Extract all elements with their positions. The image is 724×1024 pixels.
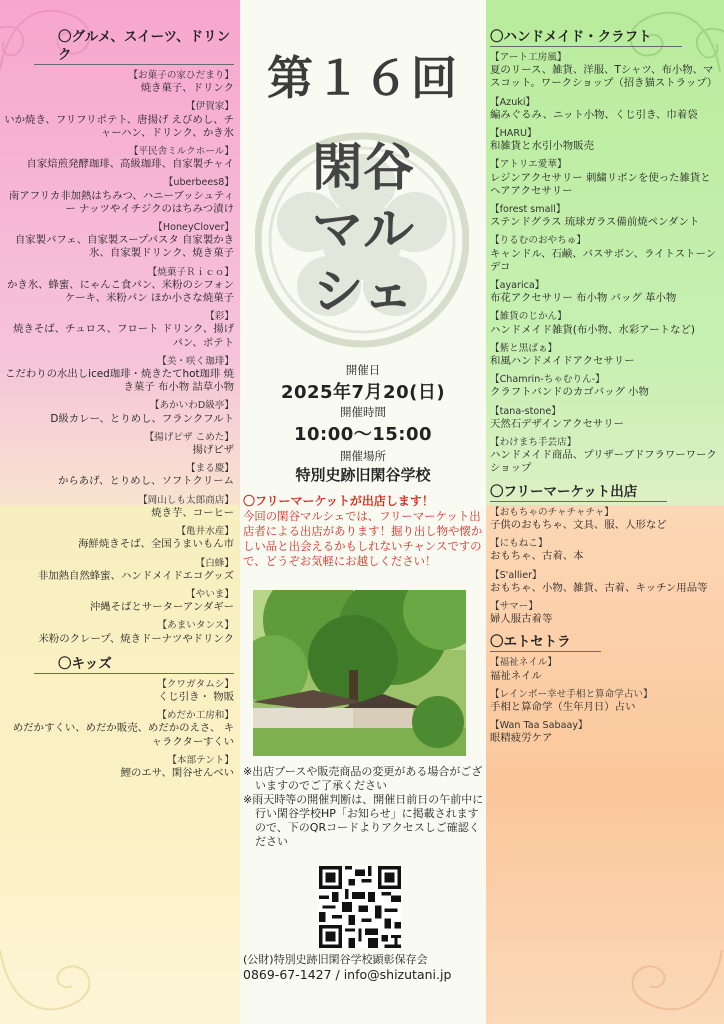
kids-list	[4, 678, 234, 780]
corner-swirl-ornament	[0, 940, 110, 1024]
shop-items: 子供のおもちゃ、文具、服、人形など	[490, 518, 667, 531]
shop-items: いか焼き、フリフリポテト、唐揚げ えびめし、チャーハン、ドリンク、かき氷	[4, 113, 234, 139]
venue-photo	[253, 590, 466, 756]
notes	[243, 765, 485, 849]
shop-name: 【美・咲く珈琲】	[157, 355, 234, 367]
main-title	[240, 138, 486, 324]
shop-name: 【HoneyClover】	[153, 222, 234, 234]
shop-entry	[4, 525, 234, 551]
shop-name: 【サマー】	[490, 600, 538, 612]
title-line-2: マル	[311, 201, 414, 260]
right-column	[490, 28, 720, 751]
etc-heading: 〇エトセトラ	[490, 633, 601, 652]
shop-items: おもちゃ、小物、雑貨、古着、キッチン用品等	[490, 581, 708, 594]
title-line-3: シェ	[312, 263, 414, 322]
place-label: 開催場所	[340, 449, 386, 463]
qr-code[interactable]	[319, 866, 401, 948]
shop-items: 手相と算命学（生年月日）占い	[490, 700, 636, 713]
shop-entry	[490, 688, 720, 714]
flea-market-list	[490, 506, 720, 627]
shop-entry	[490, 127, 720, 153]
shop-entry	[4, 266, 234, 306]
shop-entry	[4, 176, 234, 216]
shop-items: めだかすくい、めだか販売、めだかのえさ、 キャラクターすくい	[12, 722, 234, 748]
shop-items: 焼き芋、コーヒー	[151, 506, 234, 519]
footer	[243, 952, 483, 982]
gourmet-heading: 〇グルメ、スイーツ、ドリンク	[34, 28, 234, 65]
shop-name: 【クワガタムシ】	[157, 678, 234, 690]
shop-name: 【HARU】	[490, 128, 537, 140]
title-line-1: 閑谷	[311, 139, 414, 198]
shop-entry	[490, 342, 720, 368]
shop-name: 【彩】	[205, 311, 234, 323]
shop-name: 【レインボー幸せ手相と算命学占い】	[490, 688, 653, 700]
shop-entry	[4, 588, 234, 614]
shop-items: 非加熱自然蜂蜜、ハンドメイドエコグッズ	[37, 569, 234, 582]
handmade-heading: 〇ハンドメイド・クラフト	[490, 28, 682, 47]
flea-market-notice	[243, 494, 483, 569]
shop-entry	[4, 678, 234, 704]
shop-name: 【あかいわD級亭】	[149, 400, 234, 412]
corner-swirl-ornament	[612, 940, 724, 1024]
shop-items: 海鮮焼きそば、全国うまいもん市	[78, 538, 234, 551]
shop-entry	[4, 69, 234, 95]
shop-name: 【めだか工房和】	[157, 710, 234, 722]
shop-items: レジンアクセサリー 刺繍リボンを使った雑貨とヘアアクセサリー	[490, 171, 711, 197]
shop-items: くじ引き・ 物販	[157, 690, 234, 703]
shop-items: おもちゃ、古着、本	[490, 550, 584, 563]
shop-entry	[4, 619, 234, 645]
shop-entry	[490, 96, 720, 122]
shop-name: 【S'allier】	[490, 569, 542, 581]
shop-entry	[4, 494, 234, 520]
shop-items: 焼き菓子、ドリンク	[140, 82, 234, 95]
shop-items: ハンドメイド雑貨(布小物、水彩アートなど)	[490, 323, 695, 336]
shop-entry	[490, 506, 720, 532]
shop-entry	[490, 405, 720, 431]
shop-name: 【Chamrin-ちゃむりん-】	[490, 374, 605, 386]
shop-items: かき氷、蜂蜜、にゃんこ食パン、米粉のシフォンケーキ、米粉パン ほか小さな焼菓子	[6, 278, 234, 305]
shop-entry	[4, 100, 234, 140]
shop-items: 和風ハンドメイドアクセサリー	[490, 355, 635, 368]
shop-entry	[4, 462, 234, 488]
shop-items: 自家製パフェ、自家製スープパスタ 自家製かき氷、自家製ドリンク、焼き菓子	[14, 234, 234, 260]
etc-list	[490, 656, 720, 745]
shop-name: 【Azuki】	[490, 96, 536, 108]
handmade-list	[490, 51, 720, 476]
shop-items: 沖縄そばとサーターアンダギー	[89, 601, 234, 614]
shop-items: 焼きそば、チュロス、フロート ドリンク、揚げパン、ポテト	[13, 323, 234, 349]
shop-items: 鯉のエサ、閑谷せんべい	[120, 766, 234, 779]
shop-entry	[490, 373, 720, 399]
shop-entry	[490, 436, 720, 476]
shop-items: 揚げピザ	[192, 444, 234, 457]
shop-entry	[490, 51, 720, 91]
date-label: 開催日	[345, 363, 381, 377]
shop-name: 【アトリエ愛華】	[490, 159, 567, 171]
shop-name: 【本部テント】	[167, 754, 234, 766]
kids-heading: 〇キッズ	[34, 655, 234, 674]
shop-name: 【お菓子の家ひだまり】	[128, 70, 234, 81]
shop-name: 【紫と黒ばぁ】	[490, 342, 558, 354]
shop-entry	[4, 557, 234, 583]
flea-notice-title: 〇フリーマーケットが出店します！	[243, 494, 434, 508]
shop-name: 【やいま】	[186, 588, 234, 600]
shop-entry	[490, 600, 720, 626]
left-column	[4, 28, 234, 785]
shop-name: 【ayarica】	[490, 280, 545, 292]
event-time: 10:00〜15:00	[293, 424, 433, 445]
shop-items: 布花アクセサリー 布小物 バッグ 革小物	[490, 292, 677, 305]
shop-items: 和雑貨と水引小物販売	[490, 140, 594, 153]
shop-name: 【forest small】	[490, 204, 566, 216]
shop-entry	[490, 569, 720, 595]
shop-name: 【平民舎ミルクホール】	[128, 146, 234, 158]
shop-items: 米粉のクレープ、焼きドーナツやドリンク	[38, 632, 234, 645]
shop-name: 【福祉ネイル】	[490, 657, 557, 669]
note-1: ※出店ブースや販売商品の変更がある場合がございますのでご了承ください	[243, 765, 483, 792]
shop-entry	[4, 221, 234, 261]
shop-name: 【亀井水産】	[176, 526, 234, 538]
shop-items: 福祉ネイル	[490, 669, 542, 682]
shop-items: ハンドメイド商品、プリザーブドフラワーワークショップ	[490, 449, 717, 475]
shop-name: 【焼菓子Ｒｉｃｏ】	[147, 266, 234, 278]
event-date: 2025年7月20(日)	[280, 382, 446, 403]
shop-name: 【アート工房風】	[490, 52, 567, 63]
organization: (公財)特別史跡旧閑谷学校顕彰保存会	[243, 953, 428, 966]
contact-info: 0869-67-1427 / info@shizutani.jp	[243, 967, 452, 982]
shop-entry	[4, 431, 234, 457]
shop-items: D級カレー、とりめし、フランクフルト	[50, 412, 234, 425]
time-label: 開催時間	[340, 405, 386, 419]
shop-items: 眼精疲労ケア	[490, 732, 553, 745]
shop-entry	[490, 158, 720, 198]
shop-items: ステンドグラス 琉球ガラス備前焼ペンダント	[490, 216, 700, 229]
shop-name: 【まる慶】	[186, 463, 234, 475]
shop-items: キャンドル、石鹸、バスサボン、ライトストーンデコ	[490, 247, 717, 273]
shop-entry	[4, 355, 234, 395]
event-info	[240, 362, 486, 485]
shop-entry	[490, 279, 720, 305]
shop-name: 【白蜂】	[195, 557, 234, 569]
flea-market-heading: 〇フリーマーケット出店	[490, 483, 667, 502]
shop-entry	[490, 203, 720, 229]
shop-items: 天然石デザインアクセサリー	[490, 417, 625, 430]
shop-entry	[490, 656, 720, 682]
note-2: ※雨天時等の開催判断は、開催日前日の午前中に行い閑谷学校HP「お知らせ」に掲載されますので、下のQRコードよりアクセスしご確認ください	[243, 793, 484, 848]
shop-entry	[490, 234, 720, 274]
shop-name: 【おもちゃのチャチャチャ】	[490, 506, 614, 518]
shop-name: 【Wan Taa Sabaay】	[490, 720, 588, 732]
shop-entry	[4, 310, 234, 350]
shop-entry	[490, 537, 720, 563]
shop-entry	[490, 310, 720, 336]
shop-items: クラフトバンドのカゴバッグ 小物	[490, 386, 649, 399]
shop-name: 【あまいタンス】	[157, 620, 234, 632]
shop-items: 南アフリカ非加熱はちみつ、ハニーブッシュティー ナッツやイチジクのはちみつ漬け	[8, 189, 234, 215]
shop-items: こだわりの水出しiced珈琲・焼きたてhot珈琲 焼き菓子 布小物 詰草小物	[5, 368, 234, 394]
shop-entry	[4, 754, 234, 780]
shop-name: 【伊賀家】	[186, 101, 234, 113]
shop-items: 編みぐるみ、ニット小物、くじ引き、巾着袋	[490, 108, 698, 121]
shop-name: 【uberbees8】	[163, 177, 234, 189]
edition-title: 第１６回	[267, 51, 459, 105]
shop-name: 【tana-stone】	[490, 405, 561, 417]
shop-name: 【にもねこ】	[490, 538, 548, 550]
shop-name: 【雑貨のじかん】	[490, 311, 567, 323]
shop-name: 【りるむのおやちゅ】	[490, 235, 586, 247]
shop-items: 婦人服古着等	[490, 613, 553, 626]
shop-items: 夏のリース、雑貨、洋服、Tシャツ、布小物、マスコット。ワークショップ（招き猫ストラップ）	[490, 64, 718, 90]
flea-notice-body: 今回の閑谷マルシェでは、フリーマーケット出店者による出店があります！掘り出し物や懐かしい品と出会えるかもしれないチャンスですので、どうぞお気軽にお越しください！	[243, 509, 483, 568]
shop-name: 【わけまち手芸店】	[490, 437, 577, 449]
shop-items: 自家焙煎発酵珈琲、高級珈琲、自家製チャイ	[26, 158, 234, 171]
shop-entry	[4, 399, 234, 425]
shop-entry	[490, 719, 720, 745]
shop-name: 【岡山しも太郎商店】	[138, 494, 234, 506]
event-place: 特別史跡旧閑谷学校	[295, 466, 431, 484]
shop-name: 【揚げピザ こめた】	[144, 431, 234, 443]
shop-items: からあげ、とりめし、ソフトクリーム	[57, 475, 234, 488]
gourmet-list	[4, 69, 234, 646]
shop-entry	[4, 145, 234, 171]
shop-entry	[4, 709, 234, 749]
